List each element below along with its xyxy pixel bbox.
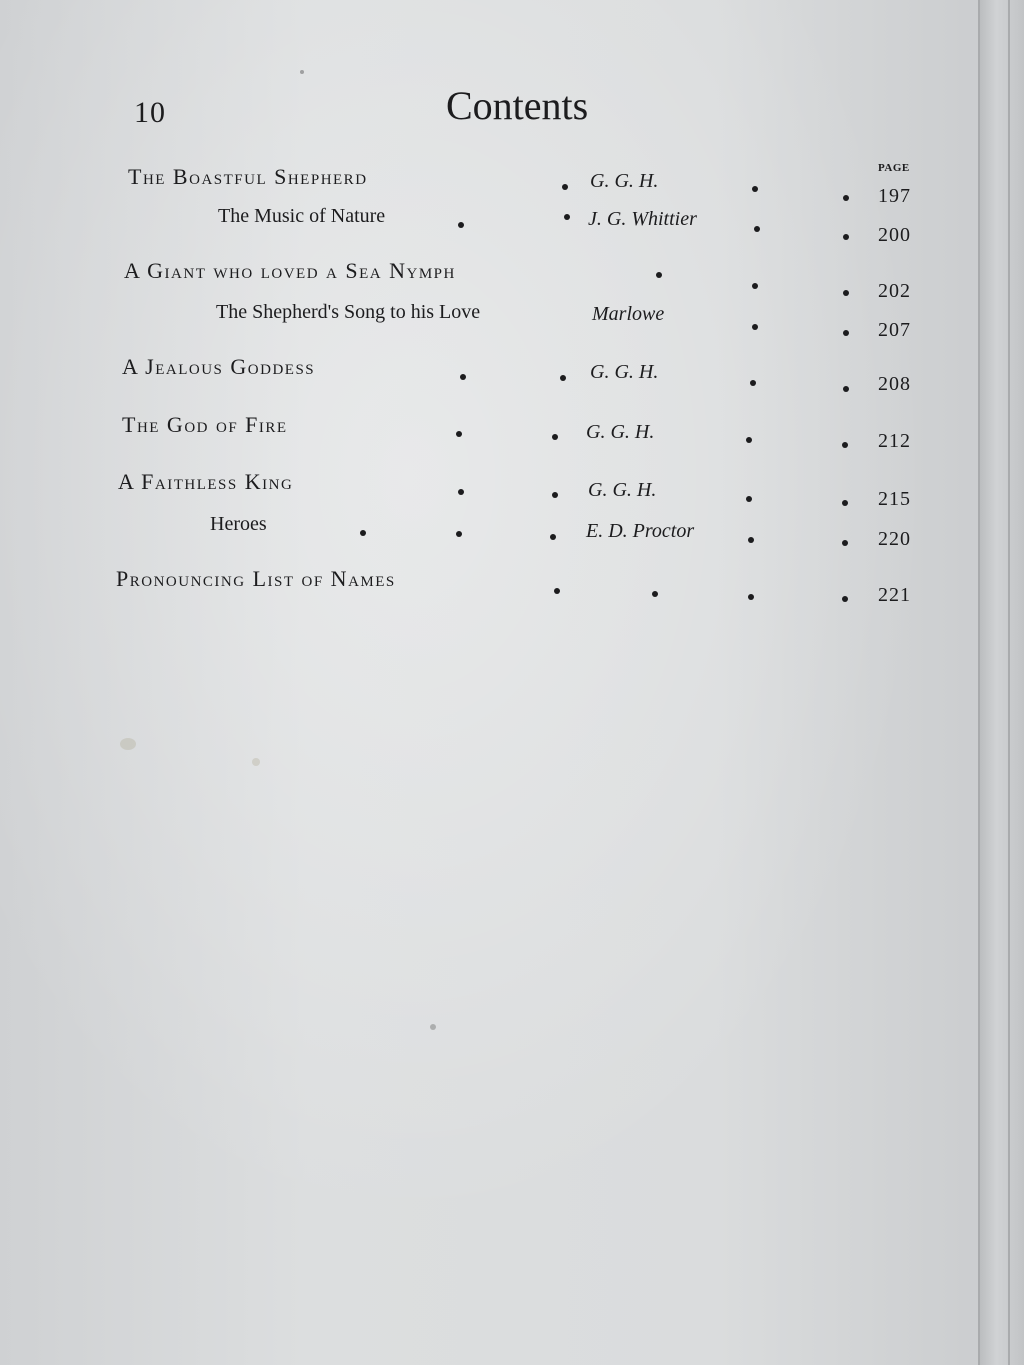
page-number: 10: [134, 96, 166, 129]
paper-stain: [120, 738, 136, 750]
leader-dot: [360, 530, 366, 536]
toc-entry-title: Heroes: [210, 513, 267, 535]
toc-entry-page: 197: [878, 185, 911, 207]
toc-entry-page: 207: [878, 319, 911, 341]
toc-entry-author: Marlowe: [592, 303, 665, 325]
leader-dot: [842, 596, 848, 602]
leader-dot: [842, 442, 848, 448]
leader-dot: [748, 537, 754, 543]
leader-dot: [754, 226, 760, 232]
leader-dot: [843, 330, 849, 336]
leader-dot: [748, 594, 754, 600]
leader-dot: [752, 283, 758, 289]
toc-entry-title: The God of Fire: [122, 412, 288, 437]
leader-dot: [746, 437, 752, 443]
page-edge: [978, 0, 1024, 1365]
toc-entry-author: E. D. Proctor: [586, 520, 695, 542]
leader-dot: [564, 214, 570, 220]
leader-dot: [460, 374, 466, 380]
toc-entry-page: 220: [878, 528, 911, 550]
leader-dot: [843, 290, 849, 296]
leader-dot: [750, 380, 756, 386]
leader-dot: [550, 534, 556, 540]
toc-entry-page: 212: [878, 430, 911, 452]
page-title: Contents: [446, 83, 589, 128]
leader-dot: [752, 186, 758, 192]
leader-dot: [656, 272, 662, 278]
leader-dot: [842, 500, 848, 506]
leader-dot: [458, 222, 464, 228]
toc-entry-title: A Faithless King: [118, 469, 294, 494]
paper-speck: [300, 70, 304, 74]
leader-dot: [456, 431, 462, 437]
page-edge-line: [978, 0, 980, 1365]
leader-dot: [752, 324, 758, 330]
leader-dot: [554, 588, 560, 594]
toc-entry-page: 200: [878, 224, 911, 246]
toc-entry-author: G. G. H.: [590, 361, 659, 383]
leader-dot: [552, 492, 558, 498]
page-edge-line: [1008, 0, 1010, 1365]
toc-entry-title: A Giant who loved a Sea Nymph: [124, 258, 456, 283]
leader-dot: [842, 540, 848, 546]
toc-entry-page: 221: [878, 584, 911, 606]
toc-entry-title: The Boastful Shepherd: [128, 164, 368, 189]
leader-dot: [843, 386, 849, 392]
toc-entry-author: G. G. H.: [590, 170, 659, 192]
leader-dot: [456, 531, 462, 537]
leader-dot: [843, 234, 849, 240]
paper-speck: [430, 1024, 436, 1030]
leader-dot: [652, 591, 658, 597]
toc-entry-author: G. G. H.: [588, 479, 657, 501]
toc-entry-title: The Shepherd's Song to his Love: [216, 301, 481, 323]
leader-dot: [562, 184, 568, 190]
leader-dot: [843, 195, 849, 201]
toc-entry-page: 215: [878, 488, 911, 510]
toc-entry-title: The Music of Nature: [218, 205, 386, 227]
toc-entry-author: G. G. H.: [586, 421, 655, 443]
paper-stain: [252, 758, 260, 766]
leader-dot: [560, 375, 566, 381]
toc-entry-author: J. G. Whittier: [588, 208, 697, 230]
toc-entry-title: Pronouncing List of Names: [116, 566, 396, 591]
leader-dot: [552, 434, 558, 440]
toc-entry-page: 202: [878, 280, 911, 302]
page-column-label: PAGE: [878, 162, 910, 174]
leader-dot: [458, 489, 464, 495]
toc-entry-title: A Jealous Goddess: [122, 354, 316, 379]
toc-entry-page: 208: [878, 373, 911, 395]
leader-dot: [746, 496, 752, 502]
